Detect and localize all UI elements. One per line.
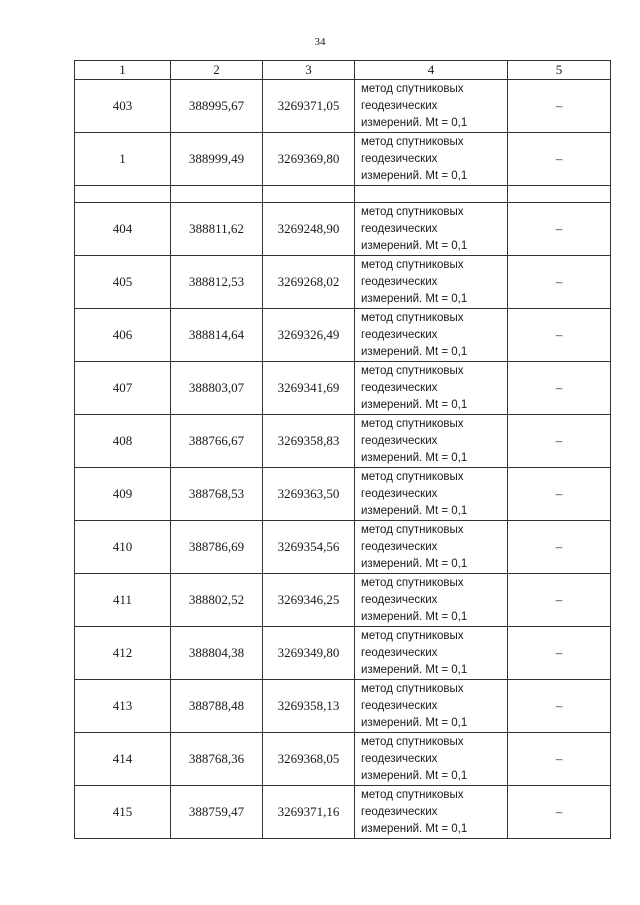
method-text-line: метод спутниковых xyxy=(361,135,464,148)
method-text-line: метод спутниковых xyxy=(361,735,464,748)
header-col-1: 1 xyxy=(75,61,171,80)
x-coordinate-cell: 388812,53 xyxy=(171,256,263,309)
table-row xyxy=(75,521,611,574)
method-cell xyxy=(355,309,508,362)
note-cell: – xyxy=(508,733,611,786)
note-cell: – xyxy=(508,786,611,839)
table-row xyxy=(75,362,611,415)
method-text-line: измерений. Mt = 0,1 xyxy=(361,345,468,358)
method-cell xyxy=(355,733,508,786)
method-text-line: метод спутниковых xyxy=(361,576,464,589)
coordinates-table xyxy=(74,60,611,839)
note-cell: – xyxy=(508,133,611,186)
note-cell: – xyxy=(508,80,611,133)
method-cell xyxy=(355,203,508,256)
method-text-line: метод спутниковых xyxy=(361,629,464,642)
method-cell xyxy=(355,415,508,468)
x-coordinate-cell: 388995,67 xyxy=(171,80,263,133)
method-text-line: измерений. Mt = 0,1 xyxy=(361,610,468,623)
x-coordinate-cell: 388768,36 xyxy=(171,733,263,786)
point-id-cell: 409 xyxy=(75,468,171,521)
table-row xyxy=(75,415,611,468)
table-header xyxy=(75,61,611,80)
method-text-line: измерений. Mt = 0,1 xyxy=(361,398,468,411)
y-coordinate-cell: 3269371,05 xyxy=(263,80,355,133)
point-id-cell: 413 xyxy=(75,680,171,733)
method-text-line: измерений. Mt = 0,1 xyxy=(361,292,468,305)
note-cell: – xyxy=(508,574,611,627)
y-coordinate-cell: 3269326,49 xyxy=(263,309,355,362)
method-text-line: геодезических xyxy=(361,99,438,112)
method-text-line: геодезических xyxy=(361,699,438,712)
method-text-line: геодезических xyxy=(361,593,438,606)
header-col-5: 5 xyxy=(508,61,611,80)
method-cell xyxy=(355,680,508,733)
x-coordinate-cell: 388999,49 xyxy=(171,133,263,186)
note-cell: – xyxy=(508,680,611,733)
method-text-line: измерений. Mt = 0,1 xyxy=(361,239,468,252)
method-cell xyxy=(355,362,508,415)
point-id-cell: 404 xyxy=(75,203,171,256)
method-text-line: метод спутниковых xyxy=(361,364,464,377)
table-row xyxy=(75,309,611,362)
note-cell: – xyxy=(508,256,611,309)
header-col-4: 4 xyxy=(355,61,508,80)
point-id-cell: 403 xyxy=(75,80,171,133)
method-cell xyxy=(355,574,508,627)
method-text-line: геодезических xyxy=(361,487,438,500)
method-text-line: геодезических xyxy=(361,381,438,394)
y-coordinate-cell: 3269358,83 xyxy=(263,415,355,468)
x-coordinate-cell: 388802,52 xyxy=(171,574,263,627)
method-text-line: измерений. Mt = 0,1 xyxy=(361,557,468,570)
header-row xyxy=(75,61,611,80)
method-cell xyxy=(355,468,508,521)
empty-cell xyxy=(263,186,355,203)
method-text-line: измерений. Mt = 0,1 xyxy=(361,716,468,729)
y-coordinate-cell: 3269369,80 xyxy=(263,133,355,186)
note-cell: – xyxy=(508,203,611,256)
method-cell xyxy=(355,256,508,309)
y-coordinate-cell: 3269349,80 xyxy=(263,627,355,680)
method-text-line: метод спутниковых xyxy=(361,682,464,695)
method-text-line: метод спутниковых xyxy=(361,311,464,324)
method-text-line: геодезических xyxy=(361,434,438,447)
point-id-cell: 407 xyxy=(75,362,171,415)
method-text-line: метод спутниковых xyxy=(361,470,464,483)
y-coordinate-cell: 3269368,05 xyxy=(263,733,355,786)
y-coordinate-cell: 3269346,25 xyxy=(263,574,355,627)
method-text-line: метод спутниковых xyxy=(361,258,464,271)
table-row xyxy=(75,627,611,680)
note-cell: – xyxy=(508,468,611,521)
y-coordinate-cell: 3269268,02 xyxy=(263,256,355,309)
table-row xyxy=(75,468,611,521)
point-id-cell: 414 xyxy=(75,733,171,786)
table-body xyxy=(75,80,611,839)
note-cell: – xyxy=(508,627,611,680)
x-coordinate-cell: 388803,07 xyxy=(171,362,263,415)
table-row xyxy=(75,574,611,627)
y-coordinate-cell: 3269354,56 xyxy=(263,521,355,574)
method-text-line: геодезических xyxy=(361,328,438,341)
point-id-cell: 408 xyxy=(75,415,171,468)
method-text-line: геодезических xyxy=(361,275,438,288)
point-id-cell: 412 xyxy=(75,627,171,680)
table-spacer-row xyxy=(75,186,611,203)
note-cell: – xyxy=(508,521,611,574)
empty-cell xyxy=(508,186,611,203)
method-text-line: метод спутниковых xyxy=(361,788,464,801)
empty-cell xyxy=(171,186,263,203)
header-col-2: 2 xyxy=(171,61,263,80)
table-row xyxy=(75,786,611,839)
method-cell xyxy=(355,627,508,680)
table-row xyxy=(75,203,611,256)
point-id-cell: 411 xyxy=(75,574,171,627)
method-text-line: метод спутниковых xyxy=(361,523,464,536)
method-text-line: геодезических xyxy=(361,805,438,818)
method-text-line: геодезических xyxy=(361,222,438,235)
method-cell xyxy=(355,521,508,574)
x-coordinate-cell: 388814,64 xyxy=(171,309,263,362)
method-cell xyxy=(355,786,508,839)
y-coordinate-cell: 3269371,16 xyxy=(263,786,355,839)
note-cell: – xyxy=(508,362,611,415)
point-id-cell: 415 xyxy=(75,786,171,839)
table-row xyxy=(75,256,611,309)
method-text-line: измерений. Mt = 0,1 xyxy=(361,169,468,182)
note-cell: – xyxy=(508,415,611,468)
empty-cell xyxy=(355,186,508,203)
y-coordinate-cell: 3269248,90 xyxy=(263,203,355,256)
method-text-line: геодезических xyxy=(361,540,438,553)
method-text-line: измерений. Mt = 0,1 xyxy=(361,769,468,782)
method-cell xyxy=(355,80,508,133)
method-text-line: метод спутниковых xyxy=(361,205,464,218)
table-row xyxy=(75,133,611,186)
x-coordinate-cell: 388768,53 xyxy=(171,468,263,521)
method-text-line: метод спутниковых xyxy=(361,417,464,430)
method-text-line: геодезических xyxy=(361,152,438,165)
y-coordinate-cell: 3269341,69 xyxy=(263,362,355,415)
method-text-line: измерений. Mt = 0,1 xyxy=(361,822,468,835)
point-id-cell: 1 xyxy=(75,133,171,186)
table-row xyxy=(75,733,611,786)
method-text-line: геодезических xyxy=(361,646,438,659)
table-row xyxy=(75,80,611,133)
method-text-line: измерений. Mt = 0,1 xyxy=(361,504,468,517)
x-coordinate-cell: 388786,69 xyxy=(171,521,263,574)
method-text-line: измерений. Mt = 0,1 xyxy=(361,116,468,129)
y-coordinate-cell: 3269358,13 xyxy=(263,680,355,733)
method-text-line: геодезических xyxy=(361,752,438,765)
x-coordinate-cell: 388759,47 xyxy=(171,786,263,839)
point-id-cell: 410 xyxy=(75,521,171,574)
note-cell: – xyxy=(508,309,611,362)
table-row xyxy=(75,680,611,733)
method-text-line: измерений. Mt = 0,1 xyxy=(361,451,468,464)
x-coordinate-cell: 388811,62 xyxy=(171,203,263,256)
empty-cell xyxy=(75,186,171,203)
method-text-line: измерений. Mt = 0,1 xyxy=(361,663,468,676)
x-coordinate-cell: 388804,38 xyxy=(171,627,263,680)
point-id-cell: 406 xyxy=(75,309,171,362)
x-coordinate-cell: 388766,67 xyxy=(171,415,263,468)
header-col-3: 3 xyxy=(263,61,355,80)
method-text-line: метод спутниковых xyxy=(361,82,464,95)
page-number: 34 xyxy=(314,36,326,48)
method-cell xyxy=(355,133,508,186)
y-coordinate-cell: 3269363,50 xyxy=(263,468,355,521)
x-coordinate-cell: 388788,48 xyxy=(171,680,263,733)
point-id-cell: 405 xyxy=(75,256,171,309)
